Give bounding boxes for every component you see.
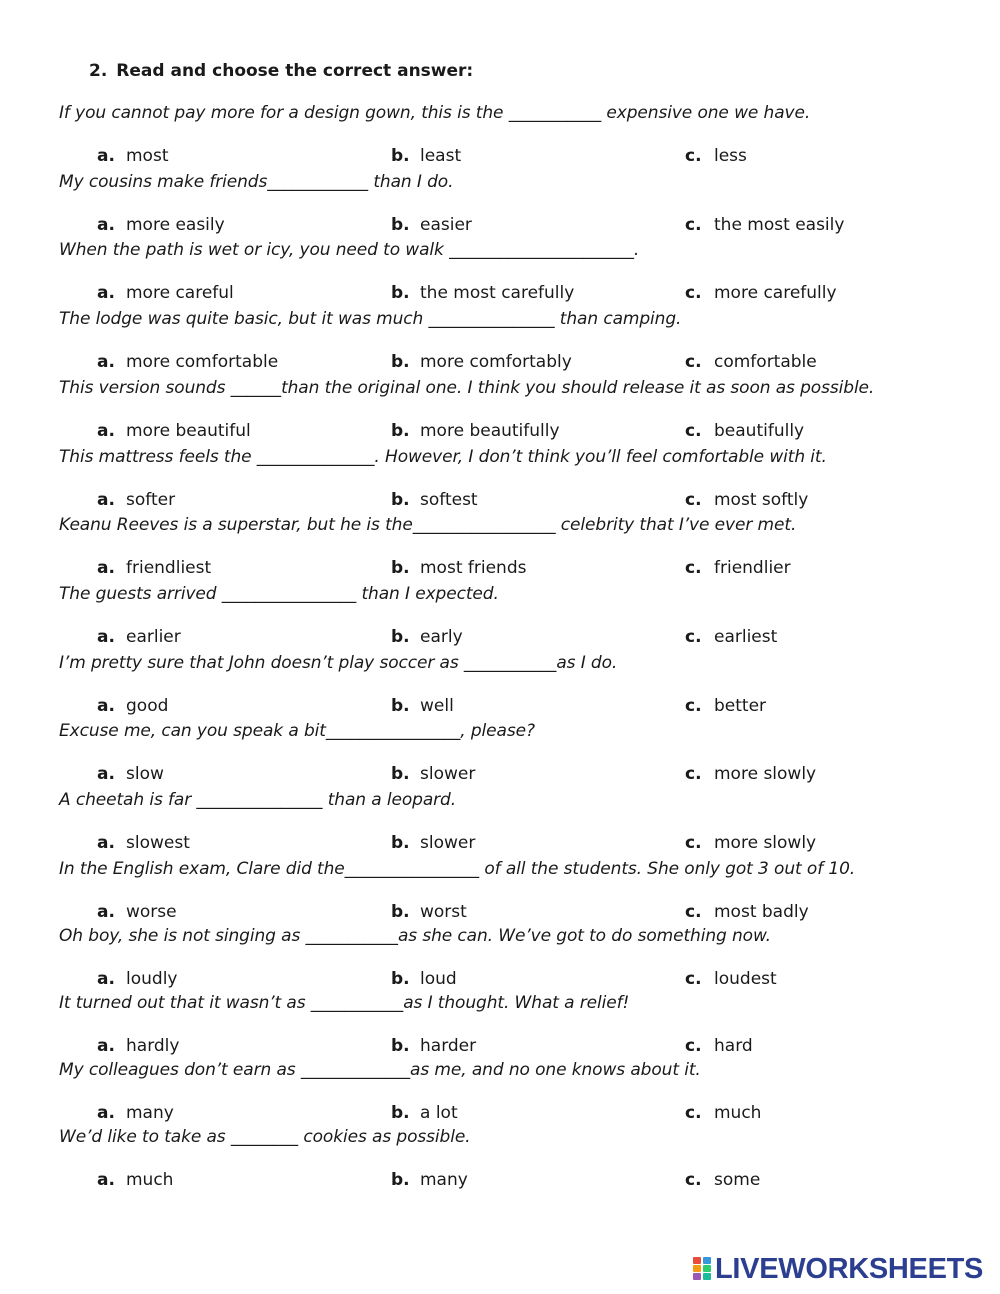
option-label: more slowly <box>714 764 817 785</box>
answer-option-b[interactable] <box>391 558 526 578</box>
answer-option-a[interactable] <box>97 215 225 235</box>
section-heading <box>89 61 473 81</box>
answer-option-c[interactable] <box>685 1103 761 1123</box>
answer-option-b[interactable] <box>391 490 478 510</box>
option-letter: c. <box>685 352 702 373</box>
option-label: friendlier <box>714 558 791 579</box>
answer-option-a[interactable] <box>97 1036 179 1056</box>
option-letter: b. <box>391 283 410 304</box>
option-letter: c. <box>685 489 702 510</box>
question-text: The guests arrived ________________ than I expected. <box>59 583 499 604</box>
option-label: much <box>714 1102 762 1123</box>
option-label: beautifully <box>714 420 805 441</box>
option-label: more comfortably <box>420 352 572 373</box>
section-instruction: Read and choose the correct answer: <box>116 61 474 81</box>
option-label: the most easily <box>714 214 845 235</box>
option-letter: b. <box>391 489 410 510</box>
option-label: easier <box>420 214 472 235</box>
option-label: hardly <box>126 1035 180 1056</box>
option-letter: c. <box>685 283 702 304</box>
option-label: many <box>126 1102 174 1123</box>
option-letter: c. <box>685 1169 702 1190</box>
option-letter: b. <box>391 833 410 853</box>
answer-option-a[interactable] <box>97 1170 173 1190</box>
option-letter: c. <box>685 214 702 235</box>
option-letter: c. <box>685 764 702 785</box>
answer-option-c[interactable] <box>685 146 747 166</box>
answer-option-b[interactable] <box>391 833 475 853</box>
question-text: This version sounds ______than the original one. I think you should release it as soon as possible. <box>59 377 875 398</box>
option-letter: a. <box>97 1102 115 1123</box>
option-label: slowest <box>126 833 190 853</box>
option-label: friendliest <box>126 558 212 579</box>
option-label: a lot <box>420 1102 458 1123</box>
option-label: least <box>420 146 462 166</box>
answer-option-b[interactable] <box>391 421 560 441</box>
option-letter: a. <box>97 352 115 373</box>
option-letter: a. <box>97 146 115 166</box>
option-label: harder <box>420 1035 477 1056</box>
option-letter: a. <box>97 833 115 853</box>
answer-option-c[interactable] <box>685 490 808 510</box>
answer-option-c[interactable] <box>685 627 777 647</box>
option-label: more beautifully <box>420 420 560 441</box>
logo-icon-square <box>703 1265 711 1272</box>
answer-option-c[interactable] <box>685 352 817 372</box>
answer-option-b[interactable] <box>391 902 467 922</box>
answer-option-a[interactable] <box>97 283 234 303</box>
answer-option-a[interactable] <box>97 627 181 647</box>
answer-option-c[interactable] <box>685 969 777 989</box>
question-text: We’d like to take as ________ cookies as possible. <box>59 1126 471 1147</box>
option-letter: b. <box>391 695 410 716</box>
answer-option-a[interactable] <box>97 696 168 716</box>
option-letter: c. <box>685 626 702 647</box>
answer-option-b[interactable] <box>391 283 574 303</box>
logo-icon-square <box>703 1257 711 1264</box>
question-text: A cheetah is far _______________ than a leopard. <box>59 790 457 810</box>
answer-option-b[interactable] <box>391 696 454 716</box>
option-letter: c. <box>685 146 702 166</box>
option-letter: b. <box>391 420 410 441</box>
option-letter: a. <box>97 764 115 785</box>
option-label: softest <box>420 489 478 510</box>
option-letter: c. <box>685 968 702 989</box>
answer-option-a[interactable] <box>97 146 168 166</box>
option-letter: b. <box>391 1102 410 1123</box>
answer-option-a[interactable] <box>97 421 251 441</box>
answer-option-a[interactable] <box>97 558 211 578</box>
answer-option-a[interactable] <box>97 764 164 784</box>
option-letter: c. <box>685 1102 702 1123</box>
option-letter: b. <box>391 558 410 579</box>
question-text: Oh boy, she is not singing as ___________as she can. We’ve got to do something now. <box>59 925 771 946</box>
option-letter: a. <box>97 968 115 989</box>
answer-option-a[interactable] <box>97 490 175 510</box>
option-label: more easily <box>126 214 225 235</box>
answer-option-b[interactable] <box>391 352 572 372</box>
option-letter: b. <box>391 352 410 373</box>
answer-option-c[interactable] <box>685 696 766 716</box>
option-letter: c. <box>685 901 702 922</box>
answer-option-a[interactable] <box>97 833 190 853</box>
option-label: hard <box>714 1035 753 1056</box>
option-label: some <box>714 1169 761 1190</box>
option-label: more carefully <box>714 283 837 304</box>
option-letter: a. <box>97 901 115 922</box>
option-label: loud <box>420 968 457 989</box>
question-text: I’m pretty sure that John doesn’t play soccer as ___________as I do. <box>59 652 618 673</box>
answer-option-b[interactable] <box>391 1103 458 1123</box>
option-letter: c. <box>685 420 702 441</box>
option-letter: a. <box>97 214 115 235</box>
question-text: When the path is wet or icy, you need to walk ______________________. <box>59 240 640 261</box>
liveworksheets-logo-text: LIVEWORKSHEETS <box>715 1253 984 1285</box>
option-letter: b. <box>391 764 410 785</box>
logo-icon-square <box>703 1273 711 1280</box>
option-label: most badly <box>714 901 809 922</box>
option-label: much <box>126 1169 174 1190</box>
option-label: more slowly <box>714 833 817 853</box>
option-label: loudest <box>714 968 777 989</box>
option-letter: b. <box>391 626 410 647</box>
option-label: many <box>420 1169 468 1190</box>
option-label: more comfortable <box>126 352 279 373</box>
option-label: loudly <box>126 968 178 989</box>
answer-option-c[interactable] <box>685 421 804 441</box>
question-text: Excuse me, can you speak a bit________________, please? <box>59 721 535 742</box>
answer-option-a[interactable] <box>97 1103 174 1123</box>
answer-option-c[interactable] <box>685 1170 760 1190</box>
option-label: slower <box>420 764 476 785</box>
answer-option-c[interactable] <box>685 283 837 303</box>
option-letter: c. <box>685 833 702 853</box>
option-label: more beautiful <box>126 420 251 441</box>
option-letter: b. <box>391 214 410 235</box>
answer-option-b[interactable] <box>391 627 463 647</box>
option-letter: b. <box>391 146 410 166</box>
liveworksheets-logo-icon <box>693 1257 711 1281</box>
option-letter: a. <box>97 558 115 579</box>
option-label: softer <box>126 489 176 510</box>
option-letter: b. <box>391 1035 410 1056</box>
logo-icon-square <box>693 1265 701 1272</box>
option-letter: a. <box>97 1169 115 1190</box>
answer-option-a[interactable] <box>97 352 278 372</box>
question-text: My cousins make friends____________ than I do. <box>59 171 454 192</box>
answer-option-c[interactable] <box>685 215 844 235</box>
answer-option-c[interactable] <box>685 764 816 784</box>
option-label: most friends <box>420 558 527 579</box>
question-text: In the English exam, Clare did the________________ of all the students. She only got 3 out of 10. <box>59 858 856 879</box>
option-label: slow <box>126 764 164 785</box>
option-label: worse <box>126 901 177 922</box>
option-label: better <box>714 695 767 716</box>
option-label: earliest <box>714 626 778 647</box>
option-letter: a. <box>97 626 115 647</box>
liveworksheets-logo <box>693 1254 983 1284</box>
option-letter: a. <box>97 283 115 304</box>
option-label: worst <box>420 901 467 922</box>
answer-option-b[interactable] <box>391 1036 476 1056</box>
option-label: comfortable <box>714 352 817 373</box>
option-label: more careful <box>126 283 234 304</box>
answer-option-b[interactable] <box>391 215 472 235</box>
option-letter: b. <box>391 901 410 922</box>
option-letter: c. <box>685 1035 702 1056</box>
question-text: If you cannot pay more for a design gown, this is the ___________ expensive one we have. <box>59 103 811 123</box>
question-text: Keanu Reeves is a superstar, but he is the_________________ celebrity that I’ve ever met. <box>59 515 797 536</box>
question-text: My colleagues don’t earn as _____________as me, and no one knows about it. <box>59 1059 701 1080</box>
option-label: earlier <box>126 626 181 647</box>
question-text: It turned out that it wasn’t as ___________as I thought. What a relief! <box>59 992 630 1013</box>
option-letter: a. <box>97 695 115 716</box>
option-label: less <box>714 146 747 166</box>
answer-option-a[interactable] <box>97 969 177 989</box>
answer-option-b[interactable] <box>391 969 457 989</box>
option-label: good <box>126 695 169 716</box>
option-label: slower <box>420 833 476 853</box>
answer-option-b[interactable] <box>391 1170 468 1190</box>
answer-option-c[interactable] <box>685 902 809 922</box>
logo-icon-square <box>693 1273 701 1280</box>
logo-icon-square <box>693 1257 701 1264</box>
option-letter: c. <box>685 558 702 579</box>
option-letter: a. <box>97 1035 115 1056</box>
answer-option-c[interactable] <box>685 833 816 853</box>
answer-option-b[interactable] <box>391 764 475 784</box>
question-text: This mattress feels the ______________. However, I don’t think you’ll feel comfortable with it. <box>59 446 827 467</box>
option-label: the most carefully <box>420 283 575 304</box>
option-letter: b. <box>391 1169 410 1190</box>
answer-option-c[interactable] <box>685 1036 753 1056</box>
option-label: early <box>420 626 463 647</box>
option-label: most <box>126 146 169 166</box>
option-letter: a. <box>97 489 115 510</box>
section-number: 2. <box>89 61 108 81</box>
answer-option-a[interactable] <box>97 902 177 922</box>
option-letter: a. <box>97 420 115 441</box>
option-letter: b. <box>391 968 410 989</box>
option-label: most softly <box>714 489 809 510</box>
option-letter: c. <box>685 695 702 716</box>
option-label: well <box>420 695 454 716</box>
question-text: The lodge was quite basic, but it was much _______________ than camping. <box>59 309 682 330</box>
answer-option-b[interactable] <box>391 146 461 166</box>
answer-option-c[interactable] <box>685 558 791 578</box>
